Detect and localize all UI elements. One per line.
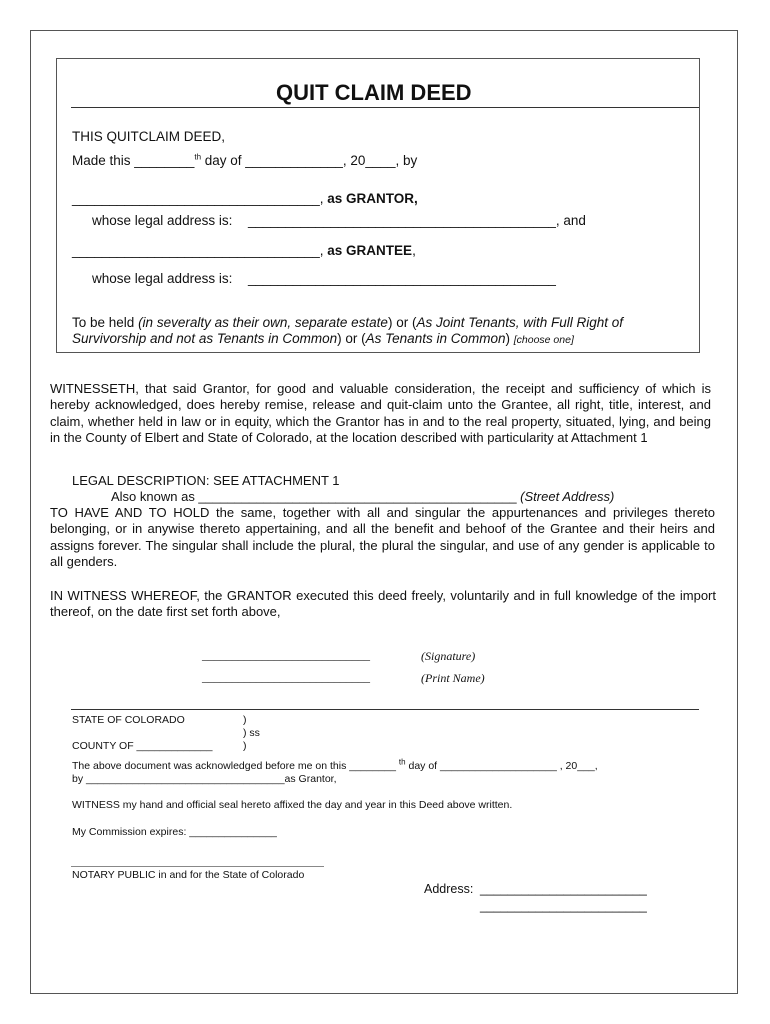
grantor-blank: _________________________________, — [72, 191, 328, 206]
venue-paren-1: ) — [243, 714, 247, 726]
acknowledgment-date: day of ____________________ , 20___, — [405, 760, 598, 772]
deed-intro: THIS QUITCLAIM DEED, — [72, 129, 226, 144]
grantee-label: as GRANTEE — [327, 243, 413, 258]
grantor-label: as GRANTOR, — [327, 191, 418, 206]
signature-label: (Signature) — [421, 649, 476, 663]
commission-expires: My Commission expires: _______________ — [72, 826, 277, 838]
grantee-comma: , — [412, 243, 416, 258]
page-title: QUIT CLAIM DEED — [276, 80, 472, 105]
street-address-label: (Street Address) — [520, 489, 615, 504]
tenancy-text: To be held — [72, 315, 139, 330]
grantor-address-label: whose legal address is: — [92, 213, 233, 228]
witnesseth-paragraph: WITNESSETH, that said Grantor, for good and valuable consideration, the receipt and sufficiency of which is hereby acknowledged, does hereby remise, release and quit-claim unto the Grantee, all right, title, interest, and claim, whether held in law or in equity, which the Grantor has in and to the real property, situated, lying, and being in the County of Elbert and State of Colorado, at the location described with particularity at Attachment 1 — [50, 381, 711, 445]
print-name-label: (Print Name) — [421, 671, 485, 685]
address-blank-2: ________________________ — [480, 899, 647, 913]
grantee-blank: _________________________________, — [72, 243, 328, 258]
tenancy-or-1: ) or ( — [387, 315, 417, 330]
made-this-date: day of _____________, 20____, by — [201, 153, 418, 168]
notary-signature-line — [71, 866, 324, 867]
grantor-address-blank: _________________________________________, and — [248, 213, 586, 228]
venue-paren-3: ) — [243, 740, 247, 752]
also-known-line — [111, 489, 614, 505]
grantee-address-blank: _________________________________________ — [248, 271, 556, 286]
acknowledgment-line — [72, 757, 598, 772]
th-sup: th — [194, 152, 202, 162]
choose-one-note: [choose one] — [513, 334, 574, 346]
ack-th-sup: th — [398, 757, 406, 767]
notary-public-label: NOTARY PUBLIC in and for the State of Colorado — [72, 869, 305, 881]
notary-witness: WITNESS my hand and official seal hereto affixed the day and year in this Deed above written. — [72, 799, 513, 811]
tenancy-option-common: As Tenants in Common — [365, 331, 506, 346]
county-of: COUNTY OF _____________ — [72, 740, 213, 752]
grantee-address-label: whose legal address is: — [92, 271, 233, 286]
notary-divider — [71, 709, 699, 710]
tenancy-or-2: ) or ( — [337, 331, 366, 346]
made-this-text: Made this ________ — [72, 153, 195, 168]
venue-ss: ) ss — [243, 727, 260, 739]
grantor-line — [72, 191, 418, 206]
grantee-line — [72, 243, 416, 258]
legal-description: LEGAL DESCRIPTION: SEE ATTACHMENT 1 — [72, 473, 340, 488]
address-label: Address: — [424, 882, 474, 896]
tenancy-close: ) — [505, 331, 514, 346]
tenancy-option-severalty: (in severalty as their own, separate estate — [138, 315, 388, 330]
acknowledgment-text: The above document was acknowledged before me on this ________ — [72, 760, 399, 772]
made-this-line — [72, 153, 417, 168]
address-blank-1: ________________________ — [480, 882, 647, 896]
tenancy-line-2 — [72, 331, 574, 346]
print-name-blank: ____________________________ — [202, 670, 370, 684]
in-witness-paragraph: IN WITNESS WHEREOF, the GRANTOR executed this deed freely, voluntarily and in full knowledge of the import thereof, on the date first set forth above, — [50, 588, 716, 620]
habendum-paragraph: TO HAVE AND TO HOLD the same, together with all and singular the appurtenances and privileges thereto belonging, or in anywise thereto appertaining, and all the benefit and behoof of the Grantee and their heirs and assigns forever. The singular shall include the plural, the plural the singular, and use of any gender is applicable to all genders. — [50, 505, 715, 569]
tenancy-line-1 — [72, 315, 623, 330]
state-of-colorado: STATE OF COLORADO — [72, 714, 185, 726]
title-rule — [71, 107, 699, 108]
tenancy-option-joint-cont: Survivorship and not as Tenants in Common — [72, 331, 338, 346]
acknowledgment-by: by __________________________________as Grantor, — [72, 773, 337, 785]
signature-blank: ____________________________ — [202, 648, 370, 662]
also-known-text: Also known as ____________________________________________ — [111, 489, 521, 504]
tenancy-option-joint: As Joint Tenants, with Full Right of — [416, 315, 624, 330]
